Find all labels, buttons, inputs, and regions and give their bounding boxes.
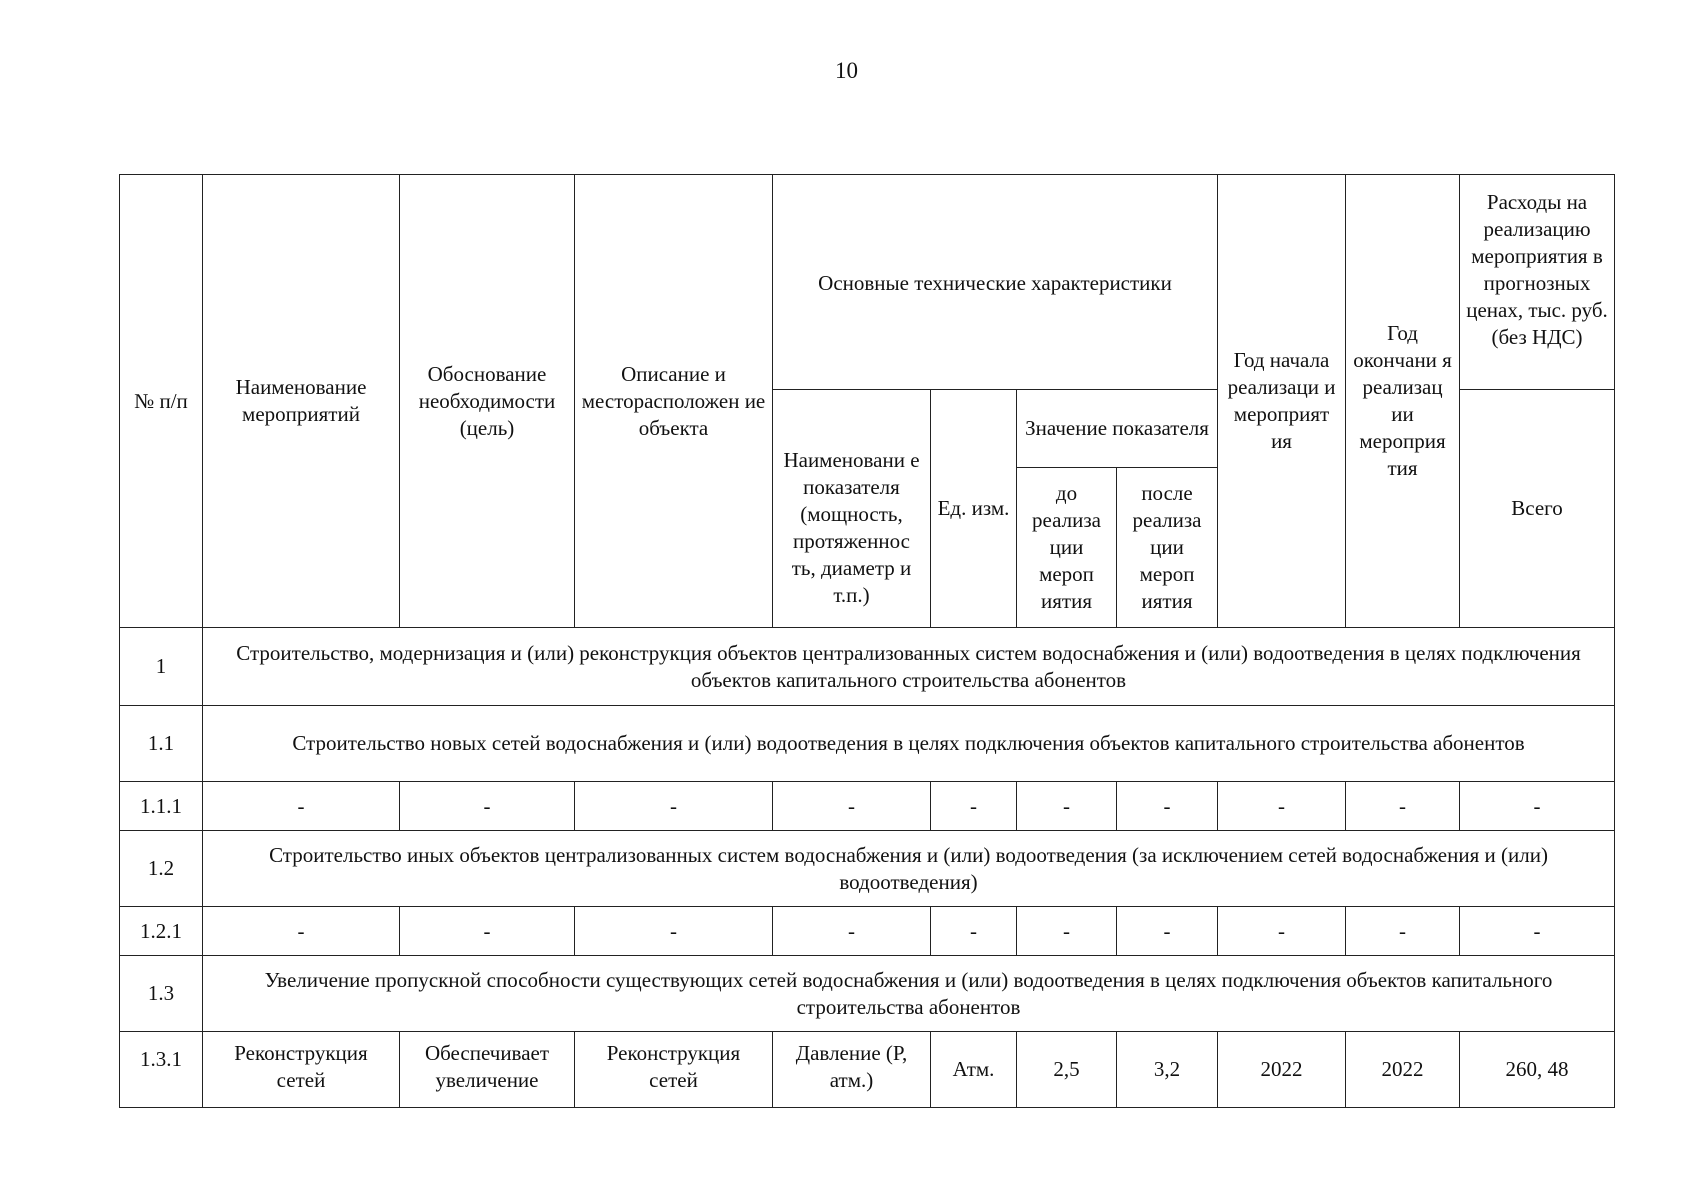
cell-total: - — [1460, 782, 1615, 831]
cell-total: - — [1460, 907, 1615, 956]
cell-year-end: - — [1346, 907, 1460, 956]
cell-year-end: 2022 — [1346, 1032, 1460, 1108]
cell-indicator: - — [773, 782, 931, 831]
cell-before: - — [1017, 907, 1117, 956]
cell-name: - — [203, 907, 400, 956]
cell-before: - — [1017, 782, 1117, 831]
header-value-before: до реализа ции мероп иятия — [1017, 468, 1117, 628]
table-row — [120, 831, 1615, 907]
cell-unit: - — [931, 907, 1017, 956]
section-title: Строительство новых сетей водоснабжения и (или) водоотведения в целях подключения объектов капитального строительства абонентов — [203, 706, 1615, 782]
header-year-start: Год начала реализаци и мероприят ия — [1218, 175, 1346, 628]
section-title: Строительство, модернизация и (или) реконструкция объектов централизованных систем водоснабжения и (или) водоотведения в целях подключения объектов капитального строительства абонентов — [203, 628, 1615, 706]
table-row — [120, 956, 1615, 1032]
row-num: 1 — [120, 628, 203, 706]
cell-total: 260, 48 — [1460, 1032, 1615, 1108]
cell-name: Реконструкция сетей — [203, 1032, 400, 1108]
header-name: Наименование мероприятий — [203, 175, 400, 628]
cell-year-end: - — [1346, 782, 1460, 831]
header-indicator-name: Наименовани е показателя (мощность, протяженнос ть, диаметр и т.п.) — [773, 390, 931, 628]
cell-description: - — [575, 782, 773, 831]
header-total: Всего — [1460, 390, 1615, 628]
cell-justification: - — [400, 907, 575, 956]
header-justification: Обоснование необходимости (цель) — [400, 175, 575, 628]
cell-year-start: - — [1218, 907, 1346, 956]
cell-indicator: Давление (Р, атм.) — [773, 1032, 931, 1108]
cell-description: - — [575, 907, 773, 956]
header-value-group: Значение показателя — [1017, 390, 1218, 468]
row-num: 1.1 — [120, 706, 203, 782]
cell-after: - — [1117, 782, 1218, 831]
header-num: № п/п — [120, 175, 203, 628]
cell-name: - — [203, 782, 400, 831]
cell-year-start: 2022 — [1218, 1032, 1346, 1108]
header-unit: Ед. изм. — [931, 390, 1017, 628]
row-num: 1.3.1 — [120, 1032, 203, 1108]
cell-justification: Обеспечивает увеличение — [400, 1032, 575, 1108]
table-row — [120, 706, 1615, 782]
header-value-after: после реализа ции мероп иятия — [1117, 468, 1218, 628]
cell-after: 3,2 — [1117, 1032, 1218, 1108]
section-title: Увеличение пропускной способности существующих сетей водоснабжения и (или) водоотведения в целях подключения объектов капитального строительства абонентов — [203, 956, 1615, 1032]
cell-indicator: - — [773, 907, 931, 956]
header-expenses: Расходы на реализацию мероприятия в прогнозных ценах, тыс. руб. (без НДС) — [1460, 175, 1615, 390]
header-description: Описание и месторасположен ие объекта — [575, 175, 773, 628]
row-num: 1.1.1 — [120, 782, 203, 831]
measures-table — [119, 174, 1615, 1108]
section-title: Строительство иных объектов централизованных систем водоснабжения и (или) водоотведения (за исключением сетей водоснабжения и (или) водоотведения) — [203, 831, 1615, 907]
table-row — [120, 782, 1615, 831]
row-num: 1.3 — [120, 956, 203, 1032]
cell-unit: - — [931, 782, 1017, 831]
row-num: 1.2.1 — [120, 907, 203, 956]
cell-after: - — [1117, 907, 1218, 956]
header-tech-group: Основные технические характеристики — [773, 175, 1218, 390]
cell-description: Реконструкция сетей — [575, 1032, 773, 1108]
cell-year-start: - — [1218, 782, 1346, 831]
cell-justification: - — [400, 782, 575, 831]
header-year-end: Год окончани я реализац ии мероприя тия — [1346, 175, 1460, 628]
cell-before: 2,5 — [1017, 1032, 1117, 1108]
table-row — [120, 628, 1615, 706]
page-number: 10 — [835, 58, 858, 83]
row-num: 1.2 — [120, 831, 203, 907]
table-row — [120, 1032, 1615, 1108]
table-row — [120, 907, 1615, 956]
cell-unit: Атм. — [931, 1032, 1017, 1108]
